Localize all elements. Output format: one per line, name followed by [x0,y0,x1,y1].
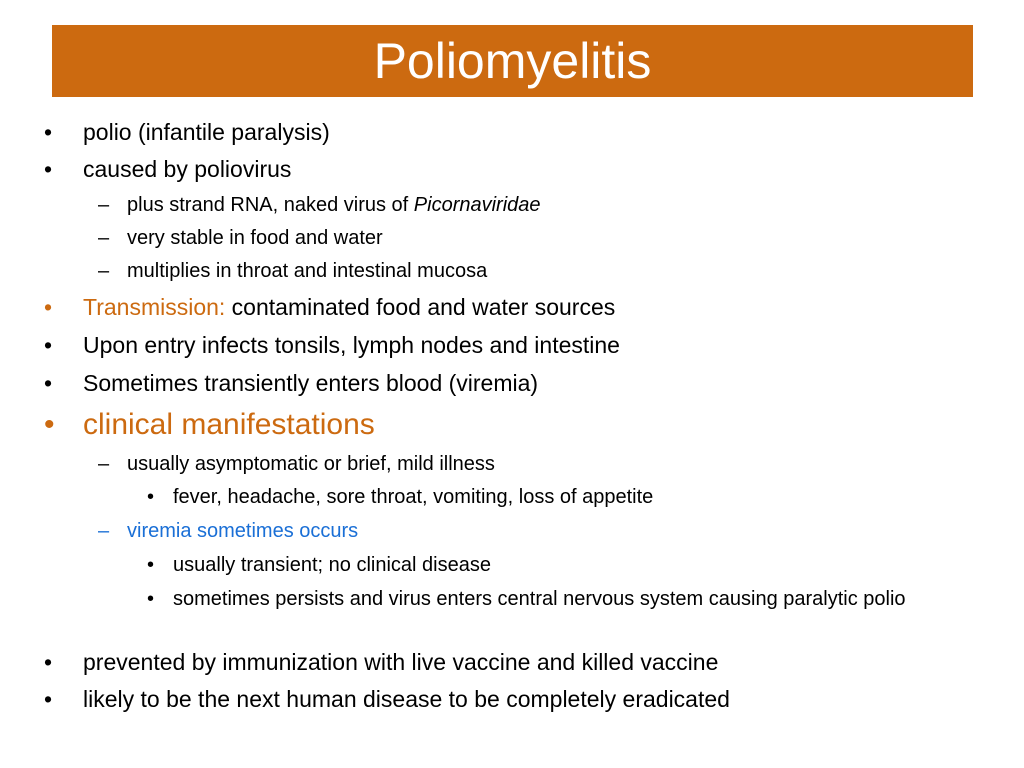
bullet-item [44,370,539,397]
transmission-label: Transmission: [83,294,226,320]
bullet-text: caused by poliovirus [83,156,292,182]
sub-item [98,259,488,283]
bullet-item [44,294,616,321]
bullet-text: likely to be the next human disease to be completely eradicated [83,686,730,712]
bullet-marker: • [44,294,53,320]
dash-marker: – [98,194,110,216]
bullet-marker: • [44,408,55,441]
bullet-text: clinical manifestations [83,408,375,441]
sub-item-text: viremia sometimes occurs [127,520,359,542]
bullet-item [44,119,330,146]
bullet-text: Sometimes transiently enters blood (viremia) [83,370,539,396]
sub-sub-item [147,553,491,577]
bullet-marker: • [44,649,53,675]
bullet-marker: • [44,156,53,182]
dash-marker: – [98,260,110,282]
sub-item [98,226,383,250]
bullet-marker: • [147,486,155,508]
emphasis-text: Picornaviridae [413,194,541,216]
bullet-item [44,408,375,442]
bullet-item [44,686,730,713]
bullet-marker: • [147,554,155,576]
bullet-marker: • [147,588,155,610]
bullet-item [44,156,292,183]
bullet-marker: • [44,119,53,145]
sub-item-text: usually asymptomatic or brief, mild illness [127,453,495,475]
bullet-text: prevented by immunization with live vaccine and killed vaccine [83,649,719,675]
sub-sub-item-text: usually transient; no clinical disease [173,554,491,576]
bullet-text: polio (infantile paralysis) [83,119,330,145]
dash-marker: – [98,520,110,542]
sub-item [98,452,495,476]
sub-item-text: multiplies in throat and intestinal mucosa [127,260,488,282]
bullet-item [44,649,719,676]
bullet-marker: • [44,686,53,712]
bullet-text: Upon entry infects tonsils, lymph nodes and intestine [83,332,620,358]
sub-sub-item [147,587,963,611]
dash-marker: – [98,227,110,249]
sub-sub-item [147,485,654,509]
bullet-text: contaminated food and water sources [225,294,616,320]
dash-marker: – [98,453,110,475]
slide-title: Poliomyelitis [373,33,652,89]
bullet-item [44,332,620,359]
sub-item [98,519,359,543]
bullet-marker: • [44,370,53,396]
bullet-marker: • [44,332,53,358]
sub-item-text: plus strand RNA, naked virus of [127,194,414,216]
sub-sub-item-text: fever, headache, sore throat, vomiting, loss of appetite [173,486,654,508]
sub-item [98,193,541,217]
sub-item-text: very stable in food and water [127,227,383,249]
sub-sub-item-text: sometimes persists and virus enters central nervous system causing paralytic polio [173,588,906,610]
